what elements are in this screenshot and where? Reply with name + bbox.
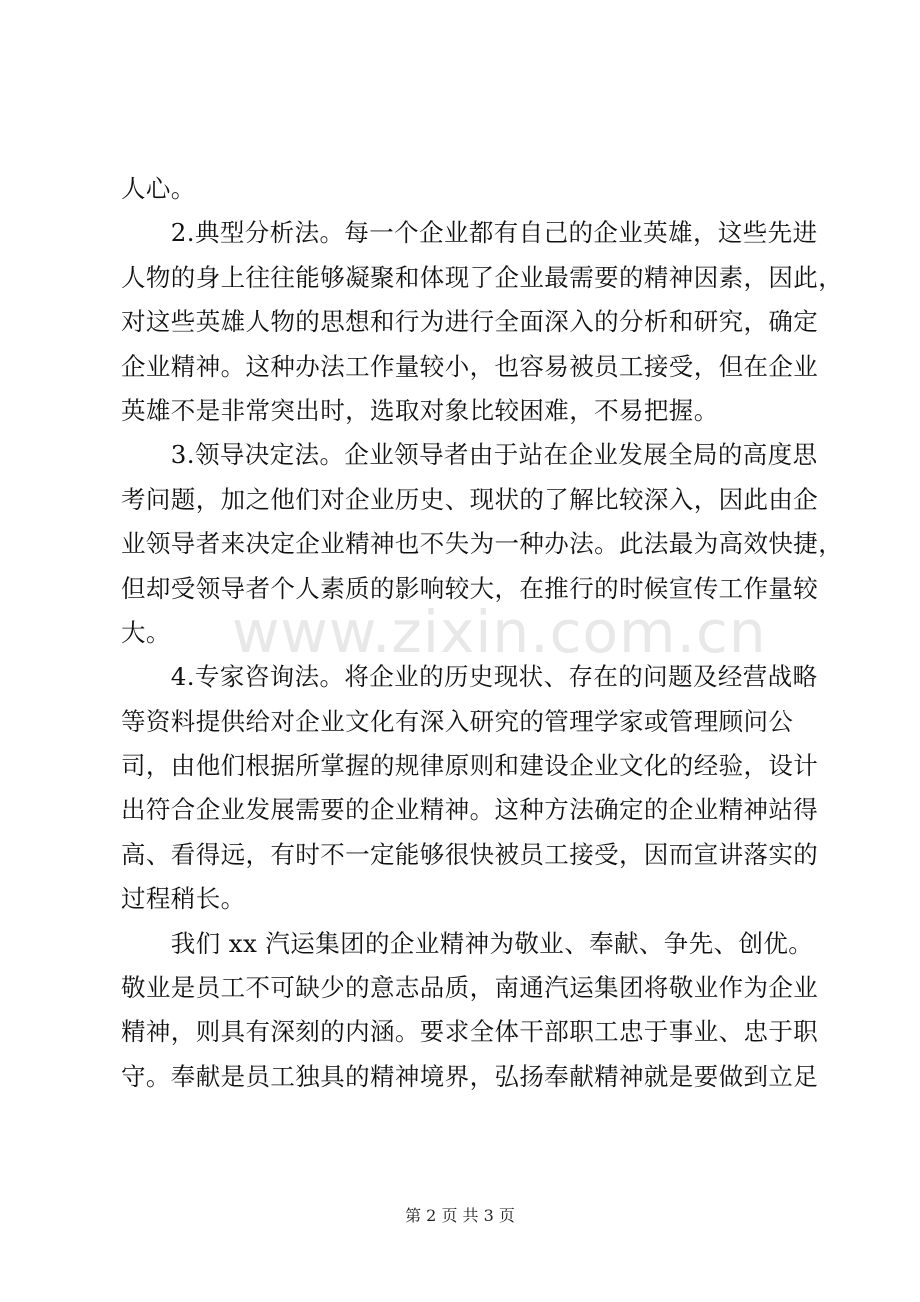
body-line: 考问题，加之他们对企业历史、现状的了解比较深入，因此由企	[121, 484, 819, 514]
body-line: 3.领导决定法。企业领导者由于站在企业发展全局的高度思	[121, 440, 818, 470]
body-line: 司，由他们根据所掌握的规律原则和建设企业文化的经验，设计	[121, 751, 819, 781]
body-line: 业领导者来决定企业精神也不失为一种办法。此法最为高效快捷，	[121, 529, 844, 559]
body-line: 企业精神。这种办法工作量较小，也容易被员工接受，但在企业	[121, 351, 819, 381]
watermark: www.zixin.com.cn	[232, 598, 767, 666]
document-body	[121, 167, 844, 1099]
body-line: 敬业是员工不可缺少的意志品质，南通汽运集团将敬业作为企业	[121, 973, 819, 1003]
page-footer: 第 2 页 共 3 页	[405, 1206, 515, 1225]
body-line: 等资料提供给对企业文化有深入研究的管理学家或管理顾问公	[121, 706, 794, 736]
body-line: 英雄不是非常突出时，选取对象比较困难，不易把握。	[121, 395, 719, 425]
body-line: 我们 xx 汽运集团的企业精神为敬业、奉献、争先、创优。	[121, 928, 814, 958]
body-line: 守。奉献是员工独具的精神境界，弘扬奉献精神就是要做到立足	[121, 1061, 819, 1091]
body-line: 大。	[121, 617, 171, 647]
body-line: 精神，则具有深刻的内涵。要求全体干部职工忠于事业、忠于职	[121, 1017, 819, 1047]
body-line: 人物的身上往往能够凝聚和体现了企业最需要的精神因素，因此，	[121, 262, 844, 292]
body-line: 过程稍长。	[121, 884, 246, 914]
body-line: 出符合企业发展需要的企业精神。这种方法确定的企业精神站得	[121, 795, 819, 825]
body-line: 4.专家咨询法。将企业的历史现状、存在的问题及经营战略	[121, 662, 818, 692]
body-line: 2.典型分析法。每一个企业都有自己的企业英雄，这些先进	[121, 218, 818, 248]
body-line: 高、看得远，有时不一定能够很快被员工接受，因而宣讲落实的	[121, 839, 819, 869]
body-line: 但却受领导者个人素质的影响较大，在推行的时候宣传工作量较	[121, 573, 819, 603]
body-line: 人心。	[121, 174, 196, 203]
body-line: 对这些英雄人物的思想和行为进行全面深入的分析和研究，确定	[121, 307, 819, 337]
